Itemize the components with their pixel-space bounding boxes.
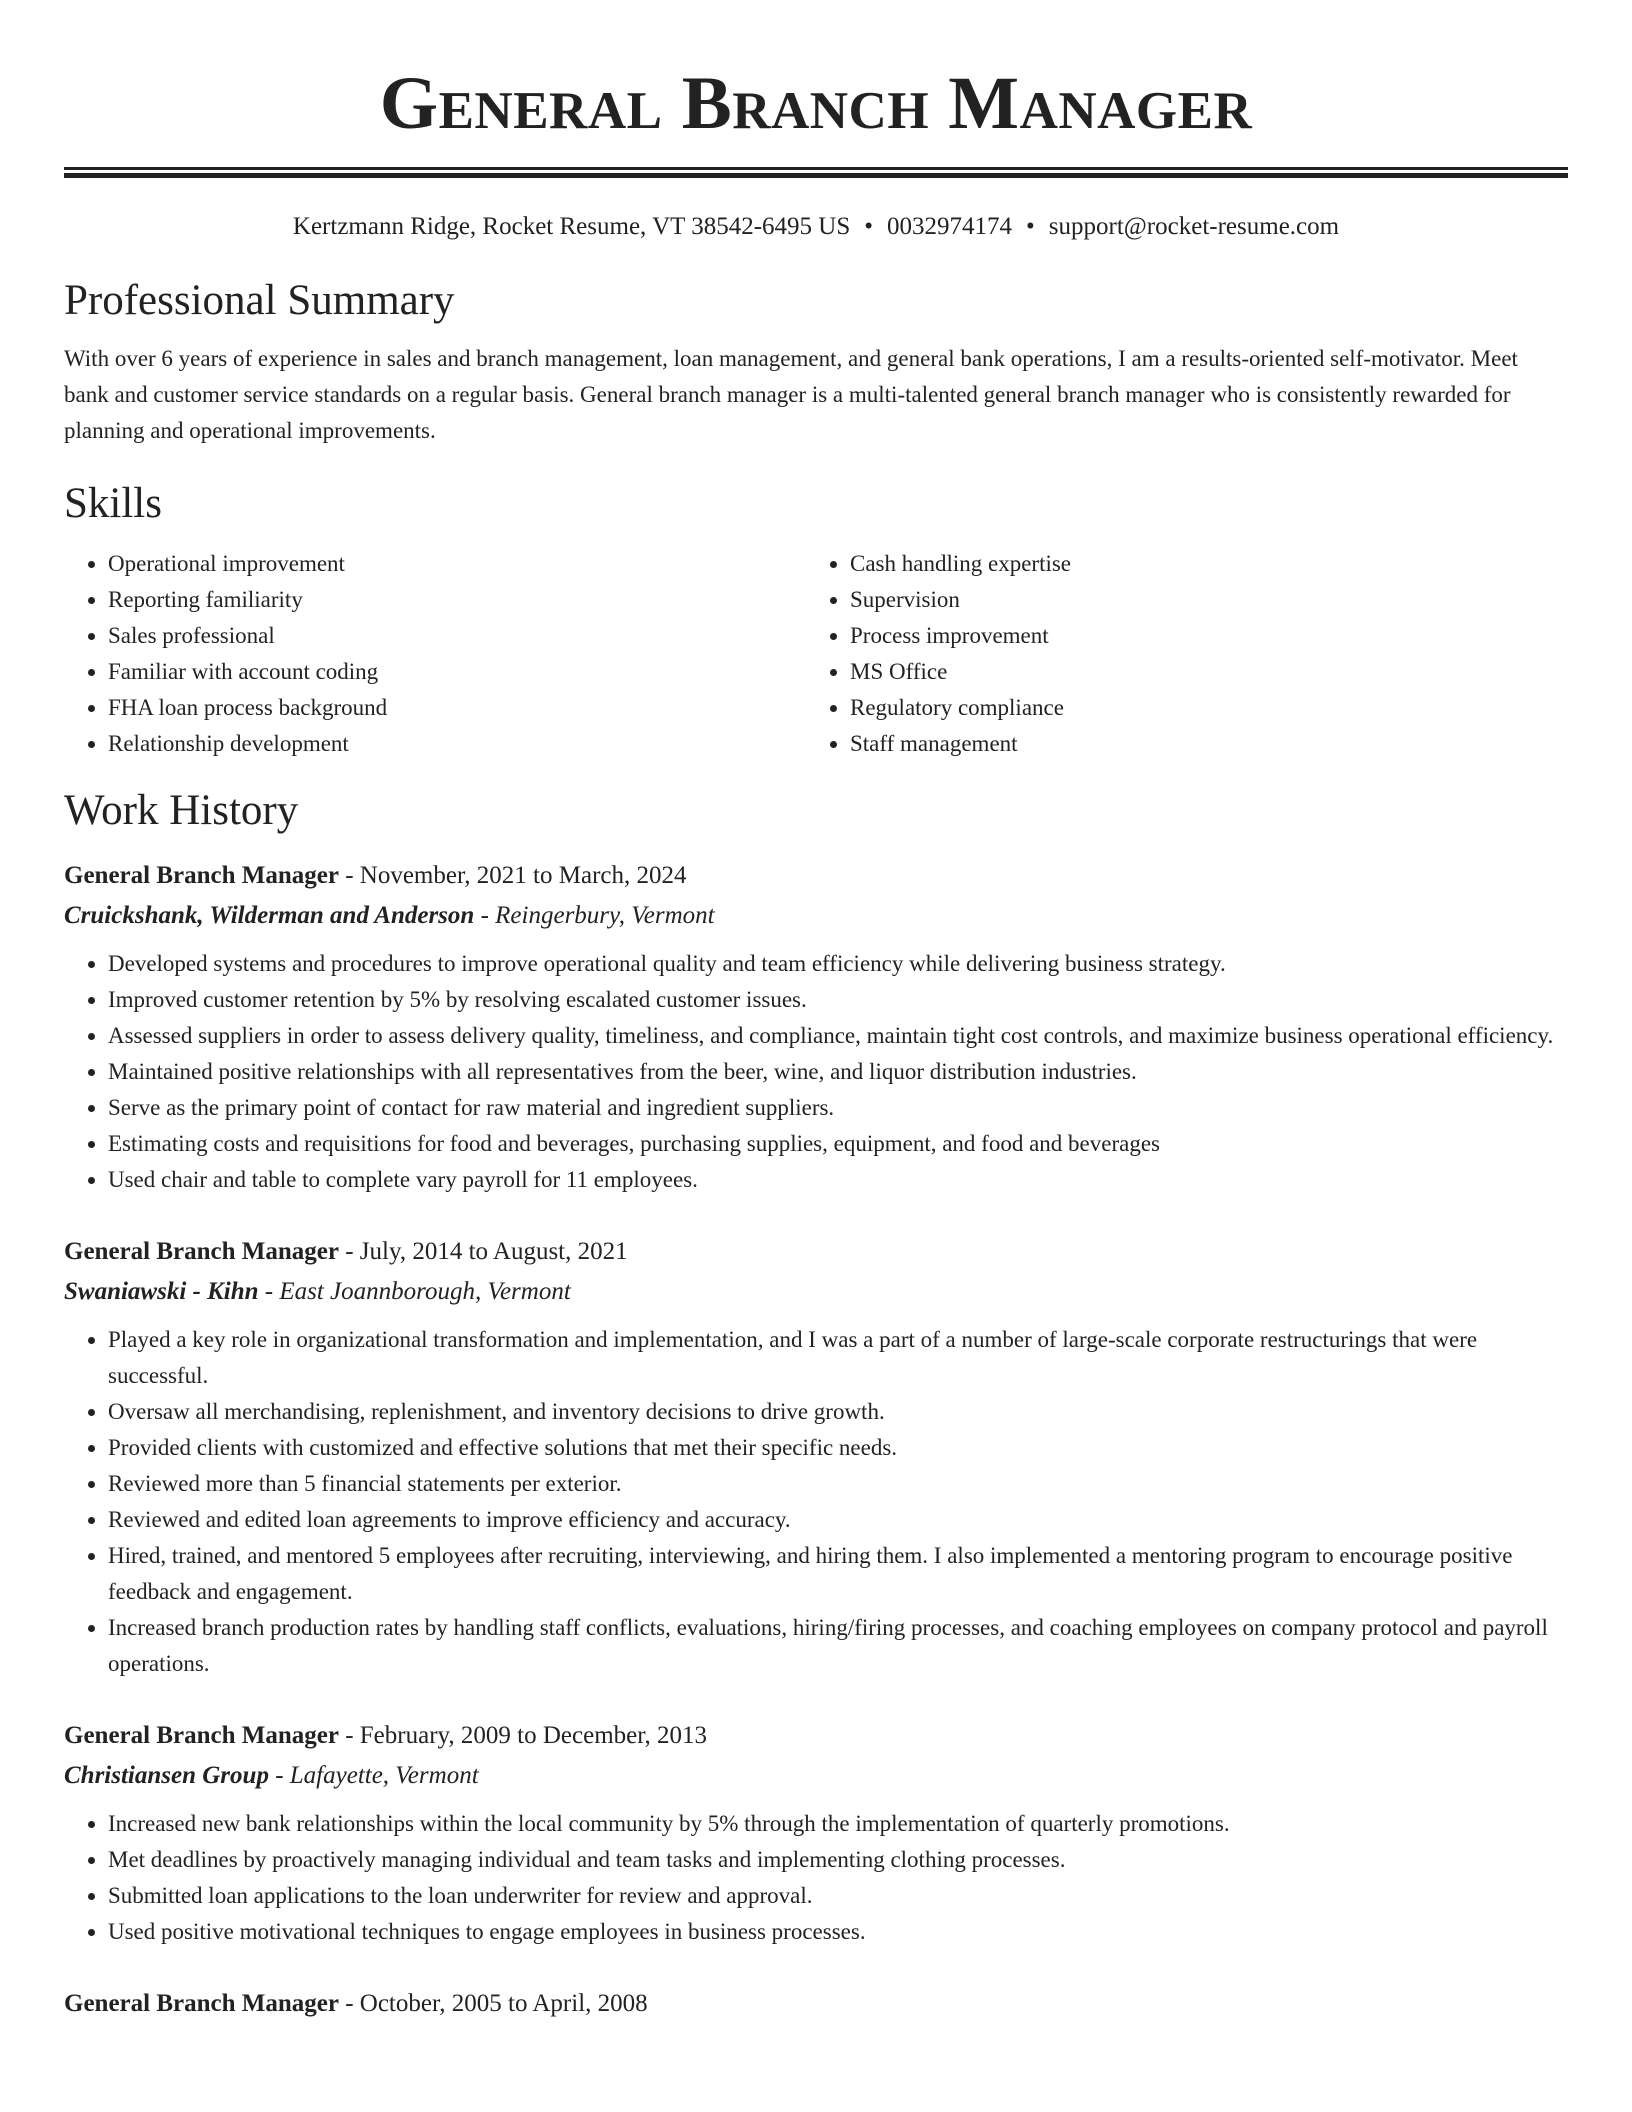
- contact-email: support@rocket-resume.com: [1048, 213, 1340, 240]
- job-location: East Joannborough, Vermont: [279, 1278, 571, 1305]
- job-title-line: [64, 1984, 1568, 2024]
- contact-line: [64, 210, 1568, 244]
- skill-item: • Sales professional: [108, 618, 806, 654]
- job-bullet: • Developed systems and procedures to improve operational quality and team efficiency while delivering business strategy.: [108, 946, 1568, 982]
- job-bullet: • Serve as the primary point of contact for raw material and ingredient suppliers.: [108, 1090, 1568, 1126]
- skill-item: • Relationship development: [108, 726, 806, 762]
- skills-list: [64, 546, 1568, 762]
- job-title-line: [64, 1232, 1568, 1272]
- job-dash: -: [268, 1762, 290, 1789]
- job-company-line: [64, 1756, 1568, 1796]
- job-bullet: • Oversaw all merchandising, replenishment, and inventory decisions to drive growth.: [108, 1394, 1568, 1430]
- job-title-line: [64, 856, 1568, 896]
- job-dash: -: [258, 1278, 280, 1305]
- skill-item: • Process improvement: [850, 618, 1548, 654]
- job-company: Christiansen Group: [64, 1762, 269, 1789]
- job-bullet: • Reviewed and edited loan agreements to improve efficiency and accuracy.: [108, 1502, 1568, 1538]
- skill-item: • Familiar with account coding: [108, 654, 806, 690]
- job-dash: -: [338, 1238, 360, 1265]
- contact-separator: •: [864, 213, 874, 240]
- job-bullet: • Met deadlines by proactively managing individual and team tasks and implementing clothing processes.: [108, 1842, 1568, 1878]
- contact-separator: •: [1026, 213, 1035, 240]
- job-role: General Branch Manager: [64, 1238, 339, 1265]
- job-company-line: [64, 896, 1568, 936]
- job-dates: November, 2021 to March, 2024: [359, 862, 687, 889]
- skill-item: • Reporting familiarity: [108, 582, 806, 618]
- job-company: Cruickshank, Wilderman and Anderson: [64, 902, 475, 929]
- job-role: General Branch Manager: [64, 1990, 339, 2017]
- skill-item: • FHA loan process background: [108, 690, 806, 726]
- job-bullets: [64, 1322, 1568, 1682]
- skills-column-right: [806, 546, 1548, 762]
- skill-item: • Staff management: [850, 726, 1548, 762]
- skill-item: • Cash handling expertise: [850, 546, 1548, 582]
- job-dash: -: [474, 902, 496, 929]
- summary-heading: Professional Summary: [64, 277, 455, 324]
- contact-address: Kertzmann Ridge, Rocket Resume, VT 38542-6495 US: [292, 213, 851, 240]
- job-title-line: [64, 1716, 1568, 1756]
- job-entry: [64, 1232, 1568, 1682]
- job-role: General Branch Manager: [64, 862, 339, 889]
- job-location: Lafayette, Vermont: [289, 1762, 479, 1789]
- job-dates: July, 2014 to August, 2021: [359, 1238, 628, 1265]
- skill-item: • MS Office: [850, 654, 1548, 690]
- job-bullet: • Provided clients with customized and effective solutions that met their specific needs.: [108, 1430, 1568, 1466]
- contact-phone: 0032974174: [887, 213, 1013, 240]
- job-location: Reingerbury, Vermont: [495, 902, 715, 929]
- skill-item: • Operational improvement: [108, 546, 806, 582]
- job-bullet: • Used positive motivational techniques to engage employees in business processes.: [108, 1914, 1568, 1950]
- job-dash: -: [338, 862, 360, 889]
- job-company: Swaniawski - Kihn: [64, 1278, 259, 1305]
- skills-column-left: [64, 546, 806, 762]
- job-bullets: [64, 1806, 1568, 1950]
- job-dash: -: [338, 1722, 360, 1749]
- job-dates: October, 2005 to April, 2008: [359, 1990, 648, 2017]
- work-history-heading: Work History: [64, 787, 299, 834]
- job-bullet: • Played a key role in organizational transformation and implementation, and I was a part of a number of large-scale corporate restructurings that were successful.: [108, 1322, 1568, 1394]
- job-bullet: • Maintained positive relationships with all representatives from the beer, wine, and liquor distribution industries.: [108, 1054, 1568, 1090]
- skill-item: • Supervision: [850, 582, 1548, 618]
- job-entry: [64, 1984, 1568, 2024]
- job-entry: [64, 1716, 1568, 1950]
- summary-text: With over 6 years of experience in sales and branch management, loan management, and general bank operations, I am a results-oriented self-motivator. Meet bank and customer service standards on a regular basis. General branch manager is a multi-talented general branch manager who is consistently rewarded for planning and operational improvements.: [64, 346, 1518, 443]
- job-dates: February, 2009 to December, 2013: [359, 1722, 708, 1749]
- title-divider: [64, 167, 1568, 178]
- job-bullet: • Increased new bank relationships within the local community by 5% through the implementation of quarterly promotions.: [108, 1806, 1568, 1842]
- skills-heading: Skills: [64, 480, 162, 527]
- job-bullet: • Estimating costs and requisitions for food and beverages, purchasing supplies, equipment, and food and beverages: [108, 1126, 1568, 1162]
- job-bullet: • Used chair and table to complete vary payroll for 11 employees.: [108, 1162, 1568, 1198]
- skill-item: • Regulatory compliance: [850, 690, 1548, 726]
- job-role: General Branch Manager: [64, 1722, 339, 1749]
- job-company-line: [64, 1272, 1568, 1312]
- page-title: General Branch Manager: [379, 62, 1253, 145]
- job-bullets: [64, 946, 1568, 1198]
- job-bullet: • Improved customer retention by 5% by resolving escalated customer issues.: [108, 982, 1568, 1018]
- job-bullet: • Increased branch production rates by handling staff conflicts, evaluations, hiring/firing processes, and coaching employees on company protocol and payroll operations.: [108, 1610, 1568, 1682]
- job-bullet: • Submitted loan applications to the loan underwriter for review and approval.: [108, 1878, 1568, 1914]
- job-bullet: • Reviewed more than 5 financial statements per exterior.: [108, 1466, 1568, 1502]
- job-dash: -: [338, 1990, 360, 2017]
- resume-page: [64, 0, 1568, 2024]
- job-bullet: • Hired, trained, and mentored 5 employees after recruiting, interviewing, and hiring them. I also implemented a mentoring program to encourage positive feedback and engagement.: [108, 1538, 1568, 1610]
- job-entry: [64, 856, 1568, 1198]
- job-bullet: • Assessed suppliers in order to assess delivery quality, timeliness, and compliance, maintain tight cost controls, and maximize business operational efficiency.: [108, 1018, 1568, 1054]
